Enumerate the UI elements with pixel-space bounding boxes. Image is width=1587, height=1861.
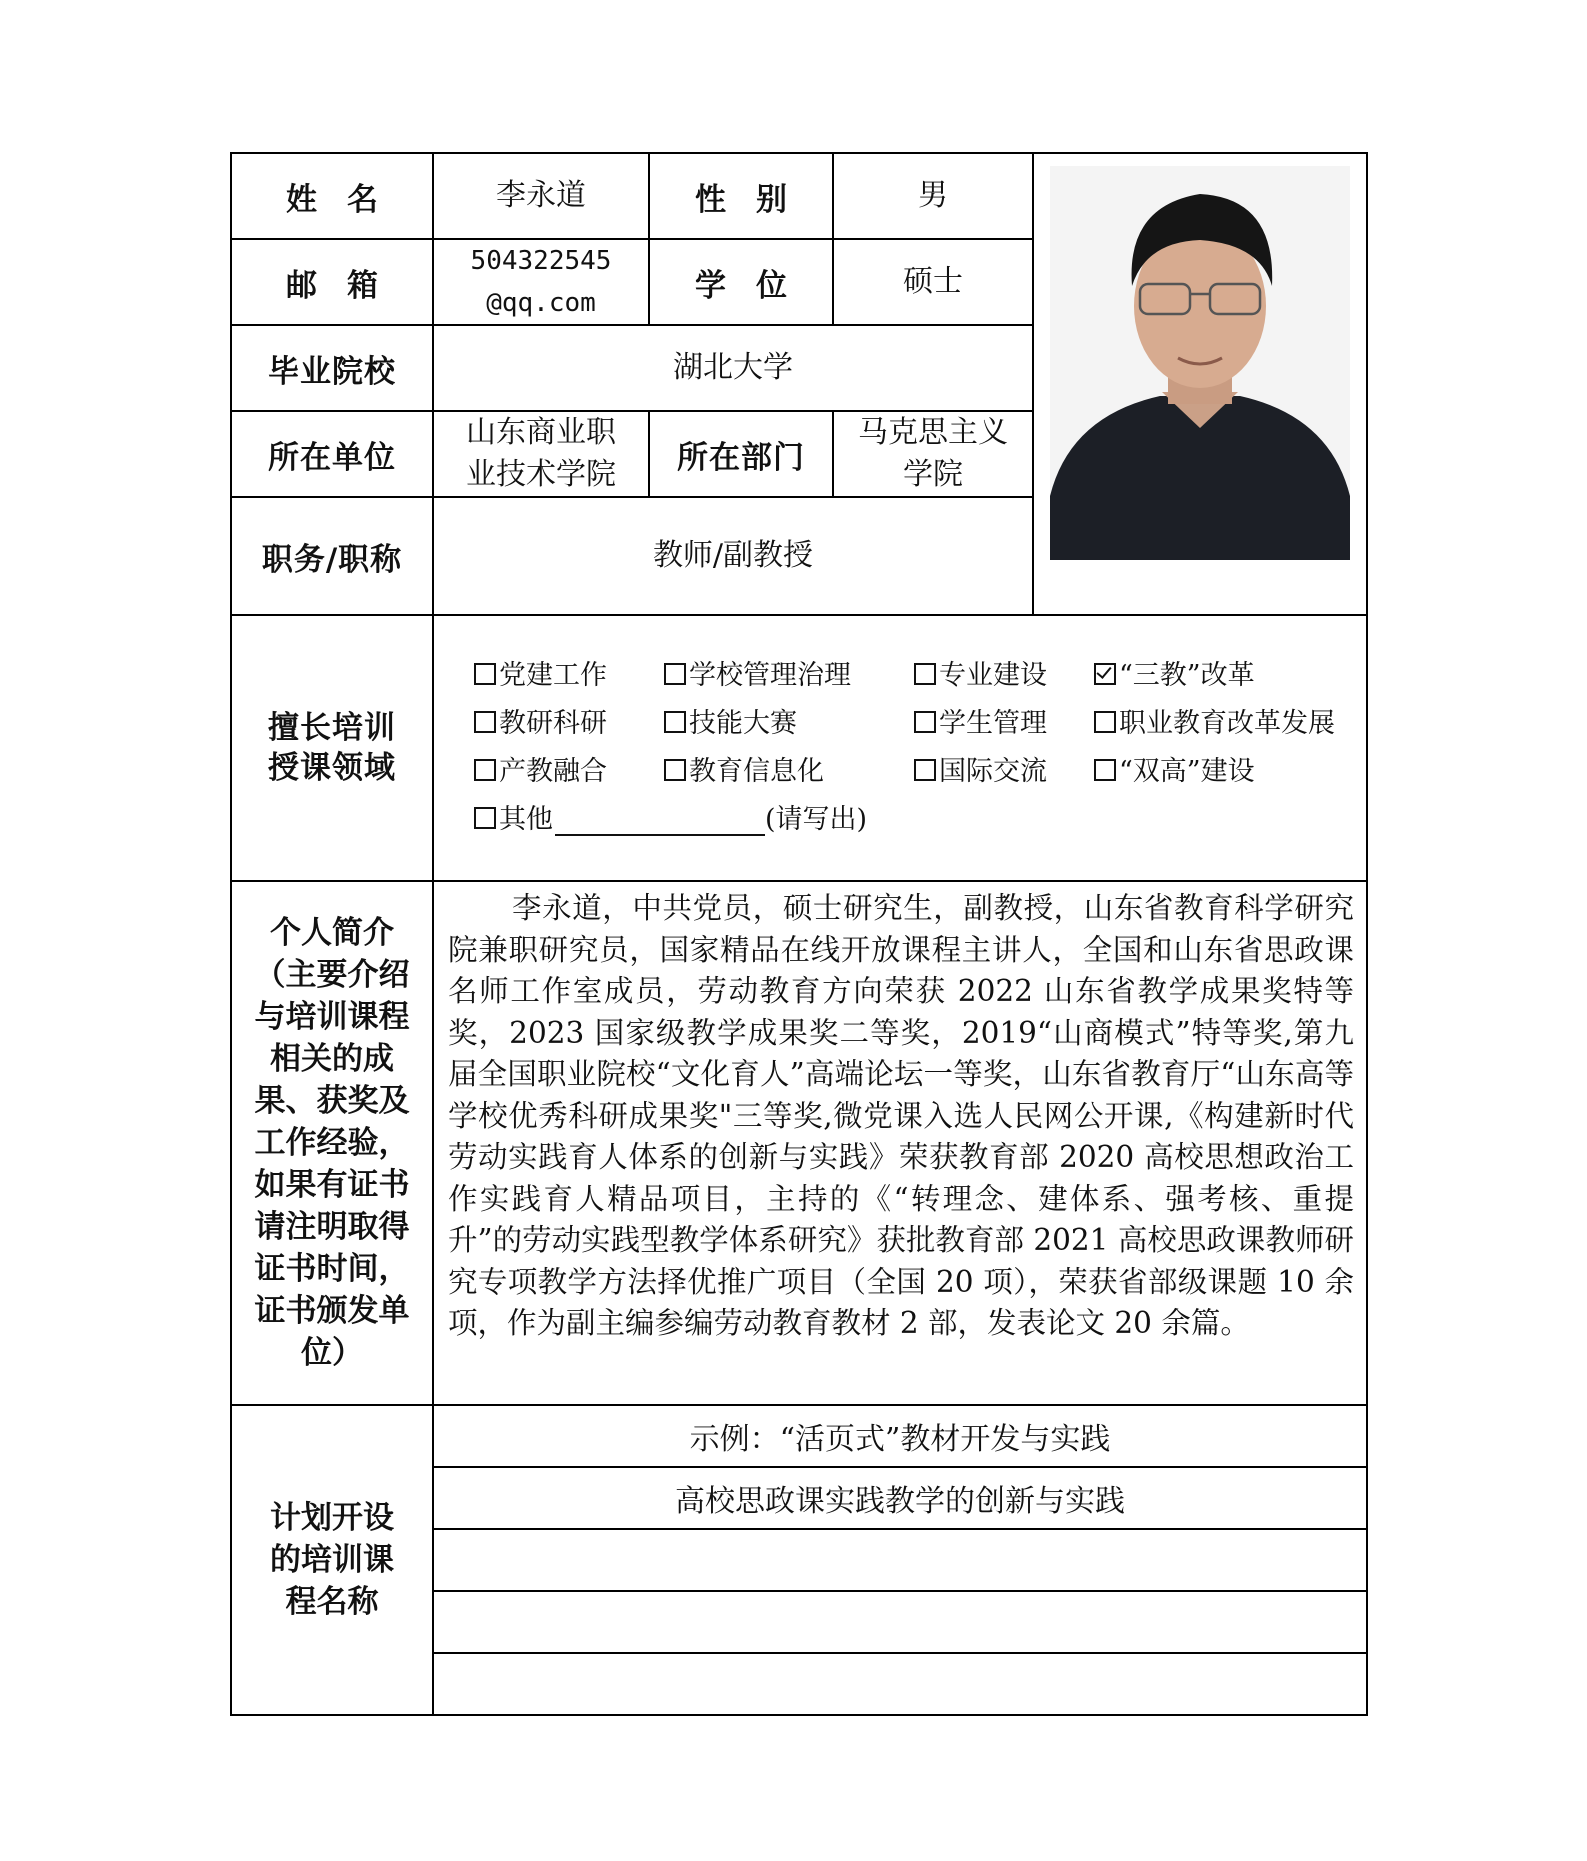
degree-label: 学位 (649, 239, 833, 325)
other-blank-line[interactable] (555, 802, 765, 836)
field-student-management[interactable] (914, 700, 1094, 748)
dept-label: 所在部门 (649, 411, 833, 497)
fields-row-3 (474, 748, 1356, 796)
field-other[interactable] (474, 796, 867, 844)
course-row-4 (433, 1591, 1367, 1653)
fields-checklist (433, 615, 1367, 881)
field-label: 教育信息化 (689, 756, 824, 787)
dept-value: 马克思主义学院 (833, 411, 1033, 497)
bio-label: 个人简介（主要介绍与培训课程相关的成果、获奖及工作经验，如果有证书请注明取得证书时间，证书颁发单位） (231, 881, 433, 1405)
course-row-1: 示例：“活页式”教材开发与实践 (433, 1405, 1367, 1467)
email-label: 邮箱 (231, 239, 433, 325)
bio-text: 李永道，中共党员，硕士研究生，副教授，山东省教育科学研究院兼职研究员，国家精品在线开放课程主讲人，全国和山东省思政课名师工作室成员，劳动教育方向荣获 2022 山东省教学成果奖特等奖，2023 国家级教学成果奖二等奖，2019“山商模式”特等奖,第九届全国职业院校“文化育人”高端论坛一等奖，山东省教育厅“山东高等学校优秀科研成果奖"三等奖,微党课入选人民网公开课,《构建新时代劳动实践育人体系的创新与实践》荣获教育部 2020 高校思想政治工作实践育人精品项目，主持的《“转理念、建体系、强考核、重提升”的劳动实践型教学体系研究》获批教育部 2021 高校思政课教师研究专项教学方法择优推广项目（全国 20 项），荣获省部级课题 10 余项，作为副主编参编劳动教育教材 2 部，发表论文 20 余篇。 (448, 891, 1354, 1340)
field-other-label: 其他 (499, 804, 553, 835)
field-international[interactable] (914, 748, 1094, 796)
school-value: 湖北大学 (433, 325, 1033, 411)
field-sanjiao-reform[interactable] (1094, 652, 1344, 700)
gender-label: 性别 (649, 153, 833, 239)
field-dangjian[interactable] (474, 652, 664, 700)
checkbox-icon[interactable] (664, 663, 686, 685)
field-industry-education[interactable] (474, 748, 664, 796)
field-label: 技能大赛 (689, 708, 797, 739)
field-research[interactable] (474, 700, 664, 748)
name-label: 姓名 (231, 153, 433, 239)
field-label: 学生管理 (939, 708, 1047, 739)
field-label: 教研科研 (499, 708, 607, 739)
checkbox-icon[interactable] (914, 711, 936, 733)
email-value-line2: @qq.com (486, 288, 596, 318)
photo-cell (1033, 153, 1367, 615)
field-other-hint: (请写出) (765, 804, 868, 835)
profile-table (230, 152, 1368, 1716)
field-label: 学校管理治理 (689, 660, 851, 691)
field-vocational-reform[interactable] (1094, 700, 1344, 748)
field-shuanggao[interactable] (1094, 748, 1344, 796)
email-value (433, 239, 649, 325)
course-row-2: 高校思政课实践教学的创新与实践 (433, 1467, 1367, 1529)
unit-value: 山东商业职业技术学院 (433, 411, 649, 497)
field-label: “双高”建设 (1119, 756, 1255, 787)
checkbox-icon[interactable] (474, 711, 496, 733)
field-label: 专业建设 (939, 660, 1047, 691)
checkbox-checked-icon[interactable] (1094, 663, 1116, 685)
plan-label: 计划开设的培训课程名称 (231, 1405, 433, 1715)
email-value-line1: 504322545 (470, 246, 612, 276)
title-value: 教师/副教授 (433, 497, 1033, 615)
school-label: 毕业院校 (231, 325, 433, 411)
gender-value: 男 (833, 153, 1033, 239)
field-label: 职业教育改革发展 (1119, 708, 1335, 739)
checkbox-icon[interactable] (474, 807, 496, 829)
bio-cell (433, 881, 1367, 1405)
fields-label: 擅长培训授课领域 (231, 615, 433, 881)
checkbox-icon[interactable] (1094, 759, 1116, 781)
fields-row-1 (474, 652, 1356, 700)
checkbox-icon[interactable] (1094, 711, 1116, 733)
checkbox-icon[interactable] (914, 663, 936, 685)
field-label: 党建工作 (499, 660, 607, 691)
title-label: 职务/职称 (231, 497, 433, 615)
field-label: 国际交流 (939, 756, 1047, 787)
field-label: 产教融合 (499, 756, 607, 787)
checkbox-icon[interactable] (474, 663, 496, 685)
checkbox-icon[interactable] (914, 759, 936, 781)
unit-label: 所在单位 (231, 411, 433, 497)
profile-form (230, 152, 1366, 1716)
checkbox-icon[interactable] (474, 759, 496, 781)
name-value: 李永道 (433, 153, 649, 239)
checkbox-icon[interactable] (664, 759, 686, 781)
field-label: “三教”改革 (1119, 660, 1255, 691)
course-row-3 (433, 1529, 1367, 1591)
fields-row-4 (474, 796, 1356, 844)
field-school-governance[interactable] (664, 652, 914, 700)
field-major-building[interactable] (914, 652, 1094, 700)
degree-value: 硕士 (833, 239, 1033, 325)
field-informatization[interactable] (664, 748, 914, 796)
checkbox-icon[interactable] (664, 711, 686, 733)
fields-row-2 (474, 700, 1356, 748)
course-row-5 (433, 1653, 1367, 1715)
field-skills-contest[interactable] (664, 700, 914, 748)
portrait-photo (1050, 166, 1350, 560)
